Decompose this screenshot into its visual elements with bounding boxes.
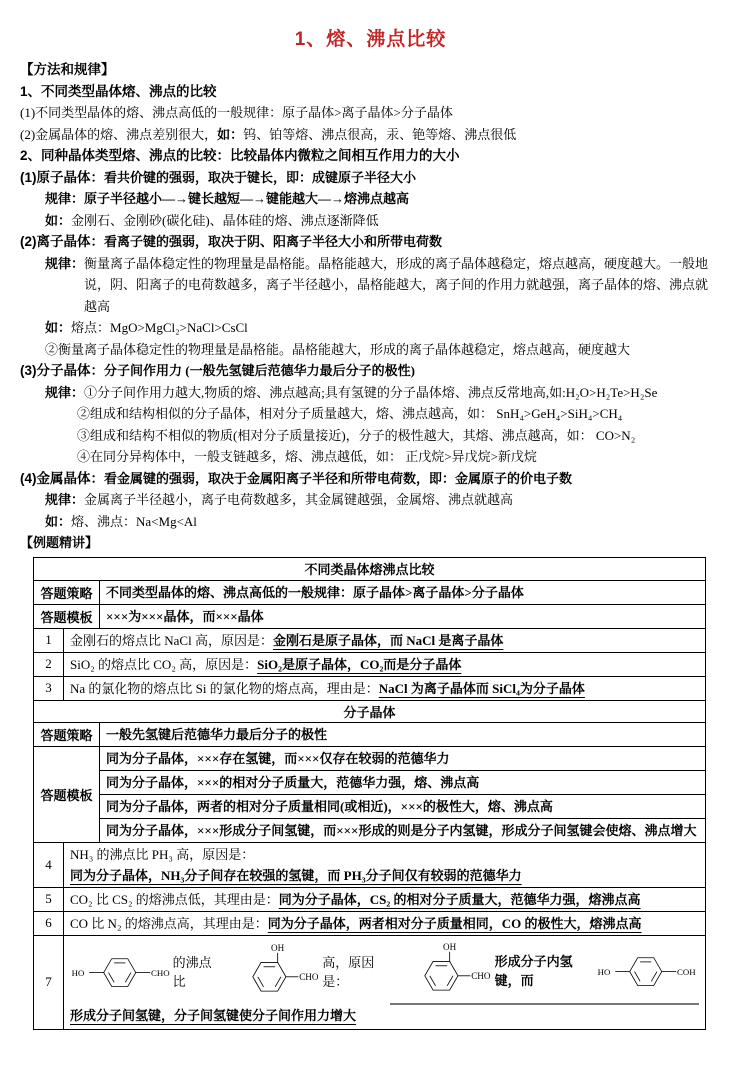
answer-text: 金刚石是原子晶体，而 NaCl 是离子晶体	[272, 632, 504, 648]
template-label: 答题模板	[34, 747, 100, 842]
tableA-strategy-row	[34, 580, 705, 604]
molecule-right-label: CHO	[299, 972, 319, 983]
row-number: 5	[34, 888, 64, 911]
metallic-rule	[20, 489, 721, 511]
question-text: SiO₂ 的熔点比 CO₂ 高，原因是：	[70, 656, 258, 672]
row-number: 3	[34, 677, 64, 700]
table-row	[34, 676, 705, 700]
answer-text: NaCl 为离子晶体而 SiCl₄为分子晶体	[378, 680, 585, 696]
heading-same-type-compare	[20, 145, 721, 167]
ionic-rule-text: 衡量离子晶体稳定性的物理量是晶格能。晶格能越大，形成的离子晶体越稳定，熔点越高，硬度越大。一般地说，阴、阳离子的电荷数越多，离子半径越小，晶格能越大，离子间的作用力就越强，离子晶体的熔、沸点就越高	[84, 255, 709, 314]
row7-answer-line2: 形成分子间氢键，分子间氢键使分子间作用力增大	[70, 1007, 357, 1023]
para-metallic-crystal	[20, 468, 721, 490]
salicylaldehyde-structure	[218, 939, 322, 1003]
table-row	[34, 887, 705, 911]
ionic-rule	[20, 253, 721, 318]
row-content	[64, 677, 705, 700]
row-content	[64, 843, 705, 887]
molecule-right-label: CHO	[151, 967, 170, 978]
ionic-example	[20, 317, 721, 339]
question-text: CO₂ 比 CS₂ 的熔沸点低，其理由是：	[70, 891, 279, 907]
molecular-desc: 分子间作用力 (一般先氢键后范德华力最后分子的极性)	[104, 363, 415, 378]
molecular-rule-4: ④在同分异构体中，一般支链越多，熔、沸点越低，如： 正戊烷>异戊烷>新戊烷	[77, 449, 537, 464]
answer-text: 同为分子晶体，CS₂ 的相对分子质量大，范德华力强，熔沸点高	[278, 891, 641, 907]
template-item: 同为分子晶体，×××形成分子间氢键，而×××形成的则是分子内氢键，形成分子间氢键会使熔、沸点增大	[100, 818, 705, 842]
strategy-label: 答题策略	[34, 723, 100, 746]
row7-text-2: 高，原因是：	[322, 955, 375, 989]
section-examples-header: 【例题精讲】	[20, 535, 99, 550]
eg-label: 如：	[217, 126, 244, 142]
table-row	[34, 628, 705, 652]
para-metal-crystal-text: (2)金属晶体的熔、沸点差别很大，	[20, 126, 218, 142]
atomic-example	[20, 210, 721, 232]
template-item: 同为分子晶体，×××的相对分子质量大，范德华力强，熔、沸点高	[100, 770, 705, 794]
page-title: 1、熔、沸点比较	[294, 29, 447, 50]
heading-same-type-rest: 比较晶体内微粒之间相互作用力的大小	[230, 148, 460, 163]
table-row-structures	[34, 935, 705, 1029]
row-number: 6	[34, 912, 64, 935]
table-row	[34, 842, 705, 887]
tableA-title-row	[34, 558, 705, 580]
row7-text-1: 的沸点比	[172, 955, 212, 989]
template-text: ×××为×××晶体，而×××晶体	[106, 608, 264, 624]
para-general-rule: (1)不同类型晶体的熔、沸点高低的一般规律：原子晶体>离子晶体>分子晶体	[20, 105, 453, 120]
row-number: 7	[34, 936, 64, 1029]
tableB-template-row	[34, 746, 705, 842]
strategy-text: 一般先氢键后范德华力最后分子的极性	[106, 726, 328, 742]
eg-label: 如：	[45, 320, 72, 335]
tableB-strategy-row	[34, 722, 705, 746]
molecule-left-label: HO	[597, 966, 611, 977]
strategy-label: 答题策略	[34, 581, 100, 604]
question-text: NH₃ 的沸点比 PH₃ 高，原因是：	[70, 846, 255, 862]
tableA-title: 不同类晶体熔沸点比较	[304, 562, 435, 577]
row-content	[64, 629, 705, 652]
answer-text: SiO₂是原子晶体，CO₂而是分子晶体	[257, 656, 462, 672]
ionic-note2: ②衡量离子晶体稳定性的物理量是晶格能。晶格能越大，形成的离子晶体越稳定，熔点越高，硬度越大	[45, 341, 631, 357]
template-item: 同为分子晶体，两者的相对分子质量相同(或相近)，×××的极性大，熔、沸点高	[100, 794, 705, 818]
table-row	[34, 911, 705, 935]
para-molecular-crystal	[20, 360, 721, 382]
table-row	[34, 652, 705, 676]
atomic-desc: 看共价键的强弱，取决于键长，即：成键原子半径大小	[104, 169, 417, 185]
molecular-rule-3: ③组成和结构不相似的物质(相对分子质量接近)，分子的极性越大，其熔、沸点越高，如： CO>N₂	[77, 427, 636, 443]
template-item: 同为分子晶体，×××存在氢键，而×××仅存在较弱的范德华力	[106, 750, 450, 766]
molecule-left-label: HO	[71, 967, 85, 978]
tableB-title-row	[34, 700, 705, 722]
template-label: 答题模板	[34, 605, 100, 628]
eg-label: 如：	[45, 513, 72, 529]
answer-text: 同为分子晶体，NH₃分子间存在较强的氢键，而 PH₃分子间仅有较弱的范德华力	[70, 867, 522, 883]
metallic-label: (4)金属晶体：	[20, 470, 104, 486]
section-methods-header: 【方法和规律】	[20, 62, 115, 77]
question-text: 金刚石的熔点比 NaCl 高，原因是：	[70, 632, 273, 648]
row-content	[64, 653, 705, 676]
tableB-title: 分子晶体	[343, 704, 396, 720]
molecule-right-label: COH	[677, 966, 696, 977]
rule-label: 规律：	[45, 492, 85, 507]
row7-content	[64, 936, 705, 1029]
atomic-example-text: 金刚石、金刚砂(碳化硅)、晶体硅的熔、沸点逐渐降低	[71, 212, 379, 228]
row-content	[64, 912, 705, 935]
metallic-example	[20, 511, 721, 533]
tableA-template-row	[34, 604, 705, 628]
para-hydroxy-structure	[596, 946, 699, 994]
molecular-label: (3)分子晶体：	[20, 363, 104, 378]
template-list	[100, 747, 705, 842]
atomic-label: (1)原子晶体：	[20, 169, 104, 185]
heading-crystal-type-compare: 1、不同类型晶体熔、沸点的比较	[20, 83, 217, 99]
row-content	[64, 888, 705, 911]
eg-label: 如：	[45, 212, 72, 228]
metallic-example-text: 熔、沸点：Na<Mg<Al	[71, 513, 197, 529]
question-text: Na 的氯化物的熔点比 Si 的氯化物的熔点高，理由是：	[70, 680, 379, 696]
row-number: 1	[34, 629, 64, 652]
atomic-rule-text: 原子半径越小—→键长越短—→键能越大—→熔沸点越高	[84, 191, 410, 206]
ionic-desc: 看离子键的强弱，取决于阴、阳离子半径大小和所带电荷数	[104, 234, 443, 249]
ionic-label: (2)离子晶体：	[20, 234, 104, 249]
row7-text-3: 形成分子内氢键，而	[494, 953, 573, 988]
molecule-top-label: OH	[443, 941, 457, 952]
para-ionic-crystal	[20, 231, 721, 253]
row7-line1	[70, 938, 699, 1005]
atomic-rule	[20, 188, 721, 210]
para-metal-crystal-examples: 钨、铂等熔、沸点很高，汞、铯等熔、沸点很低	[243, 126, 517, 142]
metallic-desc: 看金属键的强弱，取决于金属阳离子半径和所带电荷数，即：金属原子的价电子数	[104, 470, 573, 486]
question-text: CO 比 N₂ 的熔沸点高，其理由是：	[70, 915, 268, 931]
para-atomic-crystal	[20, 167, 721, 189]
rule-label: 规律：	[45, 384, 85, 400]
metallic-rule-text: 金属离子半径越小，离子电荷数越多，其金属键越强，金属熔、沸点就越高	[84, 492, 514, 507]
strategy-text: 不同类型晶体的熔、沸点高低的一般规律：原子晶体>离子晶体>分子晶体	[106, 584, 524, 600]
molecule-right-label: CHO	[471, 970, 491, 981]
para-hydroxybenzaldehyde-structure	[70, 947, 173, 995]
ionic-example-text: 熔点：MgO>MgCl₂>NaCl>CsCl	[71, 320, 248, 335]
salicylaldehyde-structure	[390, 938, 494, 1002]
rule-label: 规律：	[45, 191, 85, 206]
examples-table	[33, 557, 706, 1030]
molecule-top-label: OH	[270, 943, 285, 954]
row7-answer-group	[390, 938, 699, 1005]
heading-same-type-bold: 2、同种晶体类型熔、沸点的比较：	[20, 148, 231, 163]
row-number: 4	[34, 843, 64, 887]
molecular-rule-2: ②组成和结构相似的分子晶体，相对分子质量越大，熔、沸点越高，如： SnH₄>GeH₄>SiH₄>CH₄	[77, 406, 623, 421]
row-number: 2	[34, 653, 64, 676]
molecular-rule-1-text: ①分子间作用力越大,物质的熔、沸点越高;具有氢键的分子晶体熔、沸点反常地高,如:H₂O>H₂Te>H₂Se	[84, 384, 658, 400]
answer-text: 同为分子晶体，两者相对分子质量相同，CO 的极性大，熔沸点高	[267, 915, 642, 931]
molecular-rule-1	[20, 382, 721, 404]
rule-label: 规律：	[45, 255, 85, 271]
para-metal-crystal	[20, 124, 721, 146]
